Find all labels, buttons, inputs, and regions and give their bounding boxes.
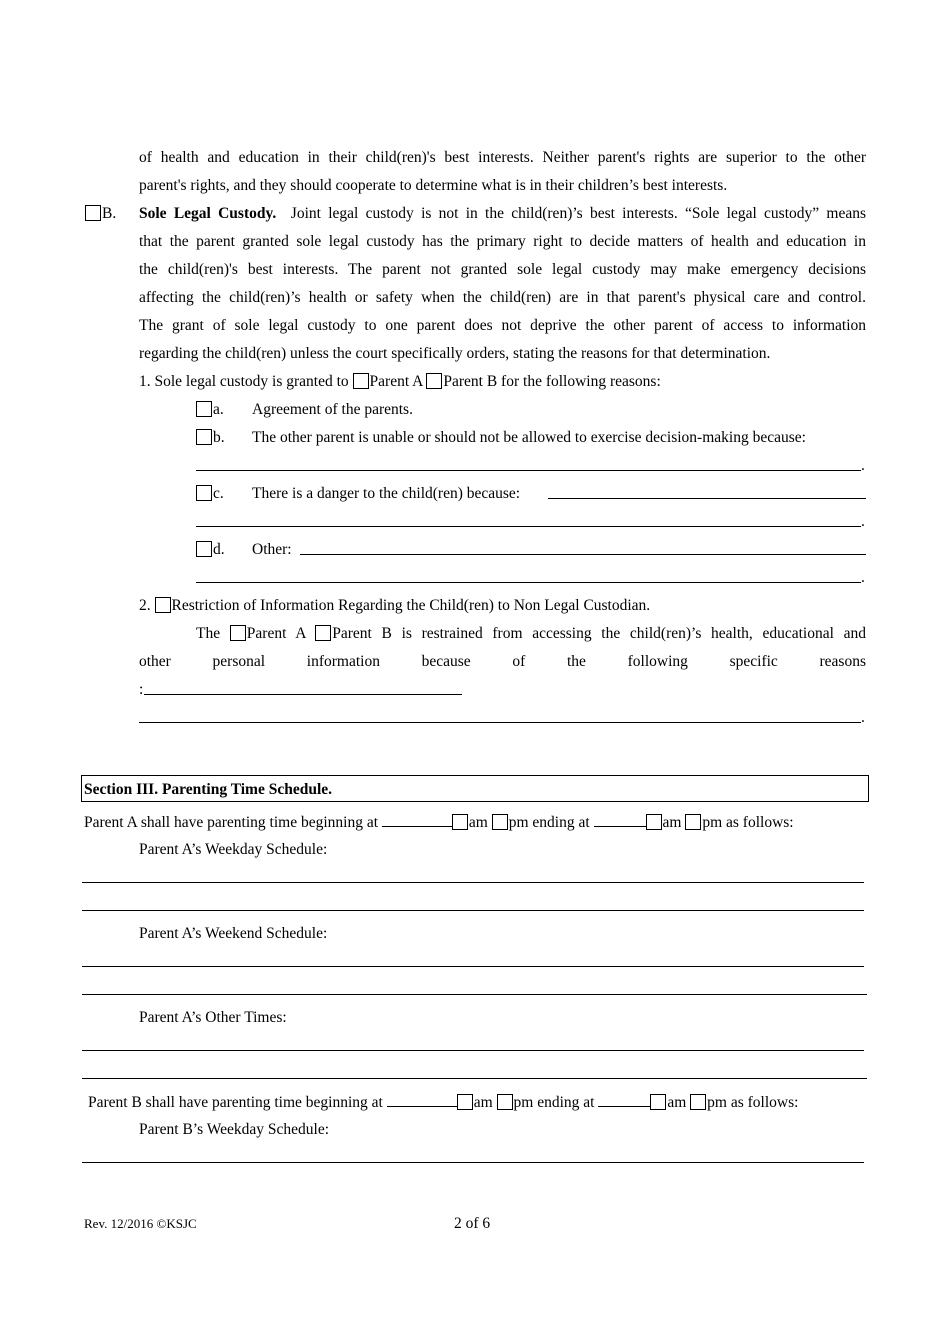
option-b-marker [85,204,116,224]
reason-d-inline-blank[interactable] [300,554,866,555]
item-1-prefix: 1. Sole legal custody is granted to [139,373,349,390]
parent-a-weekend-line-2[interactable] [82,994,867,995]
option-b-checkbox[interactable] [85,205,101,221]
parent-a-weekday-line-1[interactable] [82,882,864,883]
reason-a-checkbox[interactable] [196,401,212,417]
reason-c-checkbox[interactable] [196,485,212,501]
intro-line-1: of health and education in their child(ren)'s best interests. Neither parent's rights are superior to the other [139,149,866,166]
option-b-line-1 [139,204,866,224]
parent-a-start-am-checkbox[interactable] [452,814,468,830]
reason-c-blank-line[interactable] [196,526,861,527]
item-1-parent-a-label: Parent A [369,373,423,390]
item-2-parent-b-text: Parent B is restrained from accessing the child(ren)’s health, educational and [332,625,866,642]
parent-b-ending-label: pm ending at [513,1094,595,1111]
item-2-inline-blank[interactable] [144,694,462,695]
parent-a-weekday-line-2[interactable] [82,910,864,911]
parent-a-time-prefix: Parent A shall have parenting time beginning at [84,814,379,831]
parent-a-weekend-line-1[interactable] [82,966,864,967]
item-2-period: . [861,709,865,726]
parent-b-end-pm-checkbox[interactable] [690,1094,706,1110]
item-2-restrain-line [196,624,866,644]
parent-a-time-line [84,812,794,833]
parent-a-end-am-label: am [662,814,682,831]
item-1-line [139,372,661,392]
option-b-line-4: affecting the child(ren)’s health or safety when the child(ren) are in that parent's physical care and control. [139,289,866,306]
parent-a-other-label: Parent A’s Other Times: [139,1009,287,1026]
parent-a-other-line-1[interactable] [82,1050,864,1051]
item-2-parent-a-checkbox[interactable] [230,625,246,641]
reason-c [196,484,224,504]
reason-b [196,428,225,448]
parent-b-weekday-label: Parent B’s Weekday Schedule: [139,1121,330,1138]
item-2-parent-b-checkbox[interactable] [315,625,331,641]
parent-b-start-am-label: am [473,1094,493,1111]
footer-revision: Rev. 12/2016 ©KSJC [84,1216,197,1231]
parent-b-time-line [88,1092,798,1113]
option-b-line-5: The grant of sole legal custody to one parent does not deprive the other parent of access to information [139,317,866,334]
reason-d [196,540,225,560]
reason-d-text: Other: [252,541,292,558]
intro-line-2: parent's rights, and they should cooperate to determine what is in their children’s best interests. [139,177,728,194]
section-3-title: Section III. Parenting Time Schedule. [84,781,333,798]
reason-b-blank-line[interactable] [196,470,861,471]
reason-a [196,400,224,420]
item-1-parent-b-label: Parent B for the following reasons: [443,373,661,390]
section-3-header [81,775,869,802]
parent-a-start-time-blank[interactable] [382,812,452,827]
reason-d-checkbox[interactable] [196,541,212,557]
option-b-letter: B. [102,205,117,222]
reason-b-checkbox[interactable] [196,429,212,445]
parent-a-weekend-label: Parent A’s Weekend Schedule: [139,925,328,942]
reason-c-inline-blank[interactable] [548,498,866,499]
item-2-checkbox[interactable] [155,597,171,613]
reason-b-text: The other parent is unable or should not be allowed to exercise decision-making because: [252,429,806,446]
parent-b-end-am-label: am [667,1094,687,1111]
reason-c-text: There is a danger to the child(ren) because: [252,485,521,502]
parent-a-end-am-checkbox[interactable] [646,814,662,830]
item-1-parent-b-checkbox[interactable] [426,373,442,389]
parent-a-ending-label: pm ending at [508,814,590,831]
option-b-line-6: regarding the child(ren) unless the court specifically orders, stating the reasons for that determination. [139,345,771,362]
parent-a-other-line-2[interactable] [82,1078,867,1079]
reason-c-letter: c. [213,485,224,502]
footer-page-number: 2 of 6 [454,1215,491,1232]
reason-b-period: . [861,457,865,474]
reason-a-text: Agreement of the parents. [252,401,413,418]
item-2-colon: : [139,681,144,698]
reason-c-period: . [861,513,865,530]
parent-b-weekday-line-1[interactable] [82,1162,864,1163]
item-2-parent-a-label: Parent A [246,625,306,642]
item-2-line [139,596,650,616]
option-b-line-1-text: Joint legal custody is not in the child(ren)’s best interests. “Sole legal custody” means [290,205,867,222]
option-b-line-3: the child(ren)'s best interests. The parent not granted sole legal custody may make emergency decisions [139,261,866,278]
parent-b-end-am-checkbox[interactable] [650,1094,666,1110]
item-2-prefix: 2. [139,597,151,614]
parent-a-weekday-label: Parent A’s Weekday Schedule: [139,841,328,858]
reason-b-letter: b. [213,429,225,446]
parent-a-follows-label: pm as follows: [702,814,794,831]
reason-d-period: . [861,569,865,586]
reason-d-letter: d. [213,541,225,558]
parent-a-end-pm-checkbox[interactable] [685,814,701,830]
option-b-line-2: that the parent granted sole legal custody has the primary right to decide matters of health and education in [139,233,866,250]
item-2-blank-line[interactable] [139,722,861,723]
item-2-title: Restriction of Information Regarding the Child(ren) to Non Legal Custodian. [171,597,651,614]
parent-b-follows-label: pm as follows: [707,1094,799,1111]
reason-a-letter: a. [213,401,224,418]
parent-a-start-am-label: am [468,814,488,831]
parent-b-start-time-blank[interactable] [387,1092,457,1107]
parent-a-start-pm-checkbox[interactable] [492,814,508,830]
sole-legal-custody-heading: Sole Legal Custody. [139,205,277,222]
item-2-the: The [196,625,221,642]
item-2-line-2: other personal information because of the following specific reasons [139,653,866,670]
parent-b-end-time-blank[interactable] [598,1092,650,1107]
parent-b-start-am-checkbox[interactable] [457,1094,473,1110]
item-1-parent-a-checkbox[interactable] [353,373,369,389]
parent-b-start-pm-checkbox[interactable] [497,1094,513,1110]
reason-d-blank-line[interactable] [196,582,861,583]
parent-a-end-time-blank[interactable] [594,812,646,827]
parent-b-time-prefix: Parent B shall have parenting time beginning at [88,1094,383,1111]
